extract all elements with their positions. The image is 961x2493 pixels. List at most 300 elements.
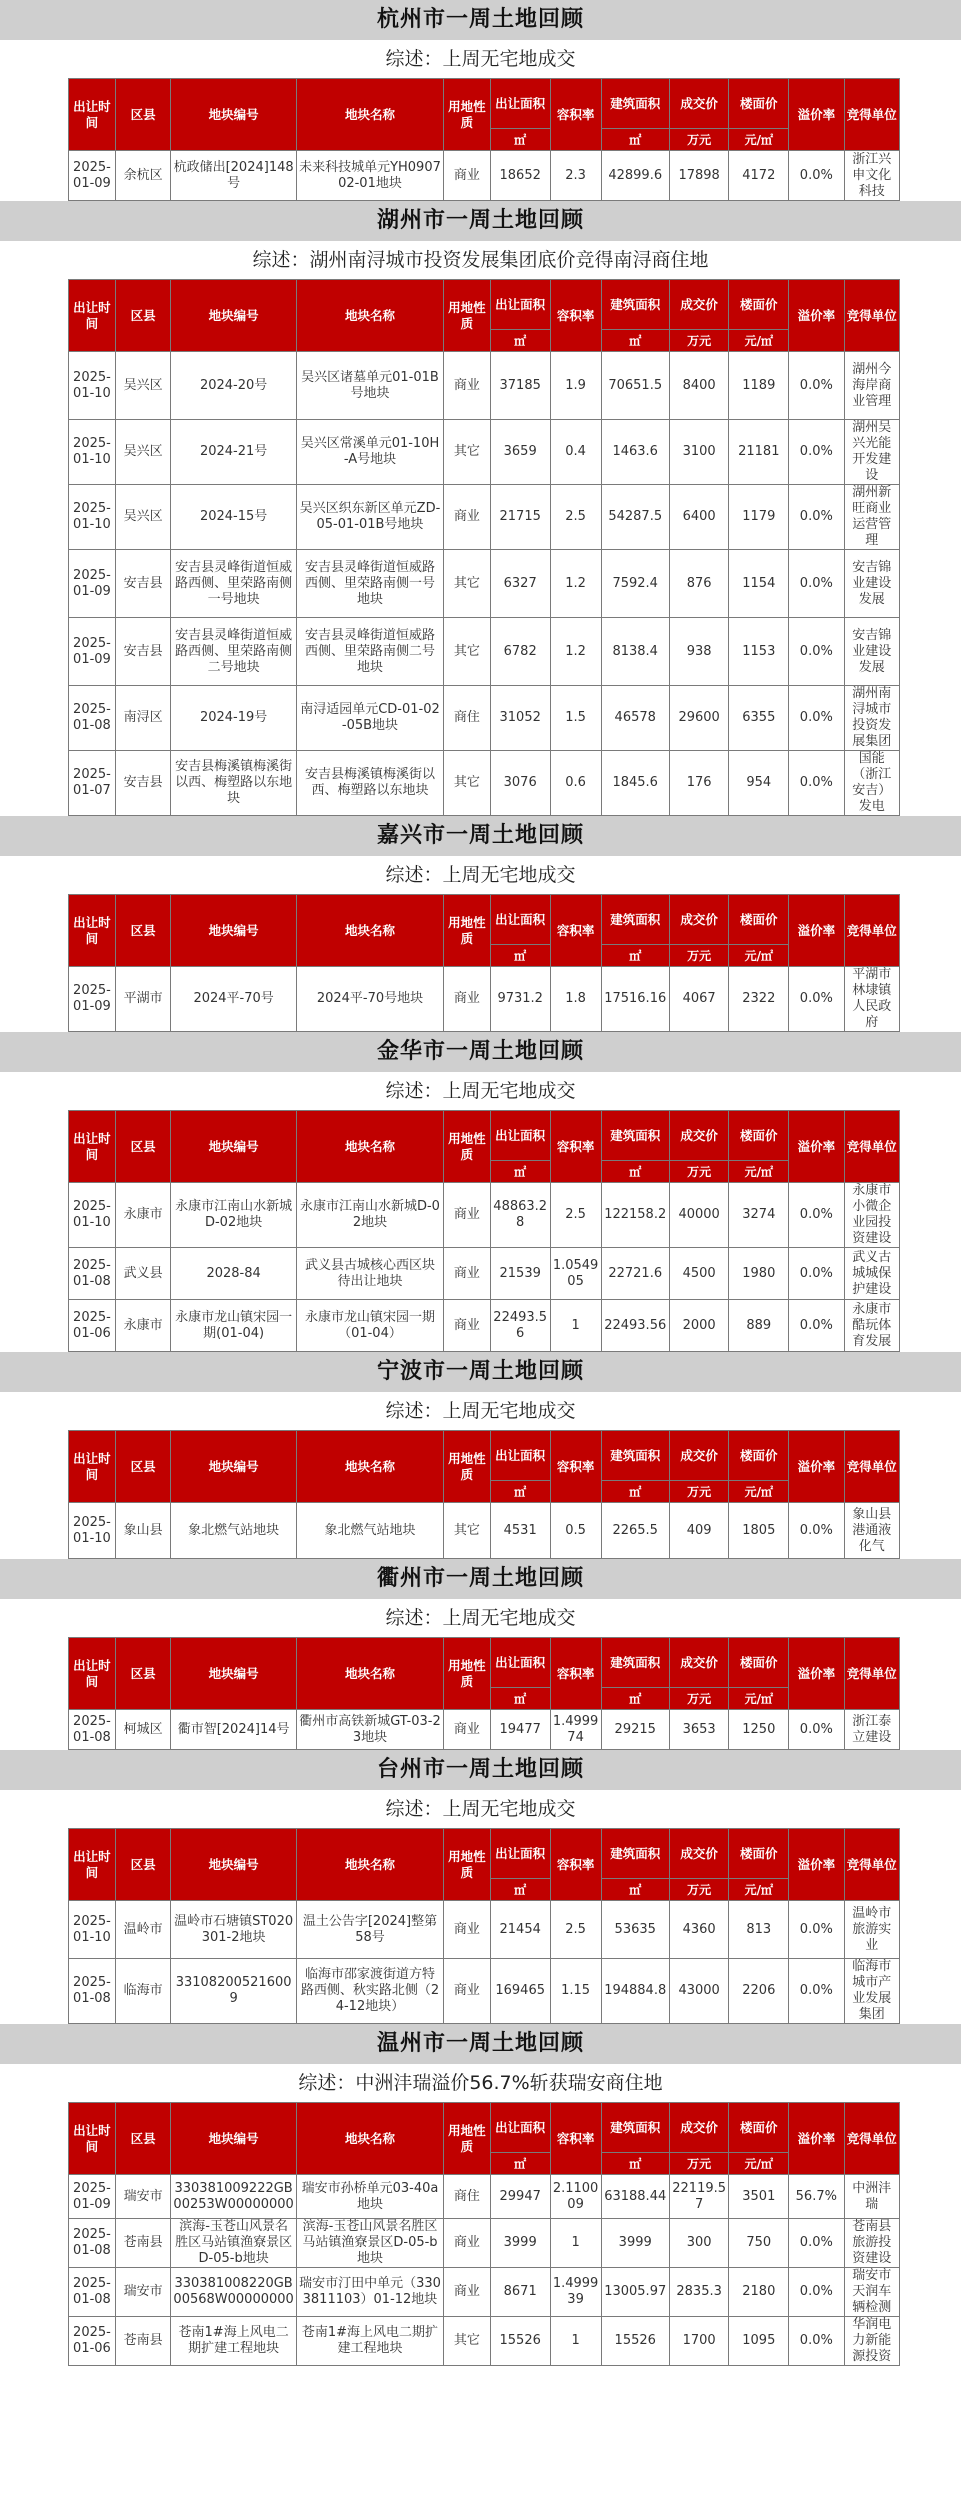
header-unit-build: ㎡ [601,1161,669,1183]
cell-use: 商业 [443,352,490,420]
header-unit-area: ㎡ [490,1161,550,1183]
cell-use: 其它 [443,2317,490,2366]
cell-price: 1700 [669,2317,729,2366]
header-area: 出让面积 [490,79,550,129]
cell-name: 安吉县梅溪镇梅溪街以西、梅塑路以东地块 [296,751,443,816]
cell-county: 安吉县 [115,751,170,816]
cell-name: 武义县古城核心西区块待出让地块 [296,1248,443,1300]
cell-area: 19477 [490,1710,550,1750]
cell-premium: 0.0% [789,2219,844,2268]
cell-code: 330381009222GB00253W00000000 [171,2175,297,2219]
header-county: 区县 [115,1431,170,1503]
cell-winner: 中洲沣瑞 [844,2175,899,2219]
cell-use: 商业 [443,2268,490,2317]
cell-winner: 永康市酷玩体育发展 [844,1300,899,1352]
cell-area: 21715 [490,485,550,550]
cell-premium: 0.0% [789,686,844,751]
cell-name: 滨海-玉苍山风景名胜区马站镇渔寮景区D-05-b地块 [296,2219,443,2268]
cell-name: 未来科技城单元YH090702-01地块 [296,151,443,201]
cell-floor: 1250 [729,1710,789,1750]
header-unit-price: 万元 [669,1688,729,1710]
cell-area: 21454 [490,1901,550,1959]
cell-price: 4067 [669,967,729,1032]
cell-price: 6400 [669,485,729,550]
header-floor: 楼面价 [729,895,789,945]
section-title: 台州市一周土地回顾 [0,1750,961,1790]
cell-build: 17516.16 [601,967,669,1032]
header-date: 出让时间 [69,1431,116,1503]
header-use: 用地性质 [443,1638,490,1710]
cell-area: 9731.2 [490,967,550,1032]
header-unit-floor: 元/㎡ [729,2153,789,2175]
cell-date: 2025-01-10 [69,1183,116,1248]
cell-premium: 0.0% [789,2268,844,2317]
header-unit-price: 万元 [669,1161,729,1183]
cell-winner: 象山县港通液化气 [844,1503,899,1559]
header-floor: 楼面价 [729,1829,789,1879]
cell-date: 2025-01-08 [69,1710,116,1750]
header-unit-area: ㎡ [490,2153,550,2175]
cell-build: 29215 [601,1710,669,1750]
table-row [69,1183,900,1248]
cell-winner: 湖州新旺商业运营管理 [844,485,899,550]
cell-use: 其它 [443,618,490,686]
header-far: 容积率 [550,79,601,151]
city-section [0,1559,961,1750]
header-code: 地块编号 [171,1638,297,1710]
cell-far: 2.3 [550,151,601,201]
cell-price: 43000 [669,1959,729,2024]
table-row [69,550,900,618]
cell-county: 苍南县 [115,2219,170,2268]
cell-price: 876 [669,550,729,618]
header-date: 出让时间 [69,280,116,352]
cell-use: 商业 [443,485,490,550]
section-summary: 综述：上周无宅地成交 [385,1080,576,1102]
cell-premium: 0.0% [789,1503,844,1559]
table-row [69,1901,900,1959]
header-unit-build: ㎡ [601,1688,669,1710]
cell-area: 4531 [490,1503,550,1559]
table-row [69,1959,900,2024]
cell-name: 安吉县灵峰街道恒威路西侧、里荣路南侧一号地块 [296,550,443,618]
cell-floor: 1805 [729,1503,789,1559]
cell-winner: 瑞安市天润车辆检测 [844,2268,899,2317]
header-area: 出让面积 [490,1829,550,1879]
land-deal-table [68,1637,900,1750]
header-premium: 溢价率 [789,1431,844,1503]
cell-code: 331082005216009 [171,1959,297,2024]
cell-area: 169465 [490,1959,550,2024]
cell-name: 温土公告字[2024]整第58号 [296,1901,443,1959]
cell-use: 商业 [443,967,490,1032]
header-name: 地块名称 [296,1829,443,1901]
cell-county: 安吉县 [115,550,170,618]
header-area: 出让面积 [490,1638,550,1688]
header-unit-build: ㎡ [601,945,669,967]
section-summary: 综述：上周无宅地成交 [385,864,576,886]
cell-use: 商业 [443,1901,490,1959]
cell-use: 商业 [443,1959,490,2024]
header-unit-floor: 元/㎡ [729,1688,789,1710]
cell-premium: 0.0% [789,151,844,201]
section-title: 金华市一周土地回顾 [0,1032,961,1072]
header-far: 容积率 [550,895,601,967]
cell-premium: 0.0% [789,1248,844,1300]
table-row [69,2268,900,2317]
header-county: 区县 [115,2103,170,2175]
cell-code: 滨海-玉苍山风景名胜区马站镇渔寮景区D-05-b地块 [171,2219,297,2268]
cell-code: 象北燃气站地块 [171,1503,297,1559]
header-price: 成交价 [669,1431,729,1481]
cell-price: 409 [669,1503,729,1559]
table-row [69,618,900,686]
cell-far: 1.054905 [550,1248,601,1300]
cell-area: 18652 [490,151,550,201]
header-code: 地块编号 [171,280,297,352]
cell-area: 48863.28 [490,1183,550,1248]
header-winner: 竞得单位 [844,1638,899,1710]
header-premium: 溢价率 [789,280,844,352]
cell-floor: 1095 [729,2317,789,2366]
cell-area: 6782 [490,618,550,686]
land-deal-table [68,1110,900,1352]
table-row [69,151,900,201]
section-summary: 综述：上周无宅地成交 [385,1798,576,1820]
cell-build: 22721.6 [601,1248,669,1300]
cell-far: 1 [550,2317,601,2366]
header-premium: 溢价率 [789,1829,844,1901]
cell-winner: 湖州今海岸商业管理 [844,352,899,420]
cell-use: 商业 [443,151,490,201]
cell-code: 安吉县灵峰街道恒威路西侧、里荣路南侧二号地块 [171,618,297,686]
cell-county: 瑞安市 [115,2175,170,2219]
cell-price: 40000 [669,1183,729,1248]
header-county: 区县 [115,280,170,352]
cell-name: 临海市邵家渡街道方特路西侧、秋实路北侧（24-12地块） [296,1959,443,2024]
cell-build: 1463.6 [601,420,669,485]
city-section [0,1750,961,2024]
cell-name: 象北燃气站地块 [296,1503,443,1559]
header-use: 用地性质 [443,895,490,967]
header-unit-area: ㎡ [490,129,550,151]
cell-floor: 1153 [729,618,789,686]
header-unit-build: ㎡ [601,2153,669,2175]
header-unit-price: 万元 [669,129,729,151]
cell-winner: 温岭市旅游实业 [844,1901,899,1959]
header-unit-price: 万元 [669,2153,729,2175]
header-use: 用地性质 [443,79,490,151]
cell-floor: 2180 [729,2268,789,2317]
cell-build: 2265.5 [601,1503,669,1559]
header-unit-floor: 元/㎡ [729,1879,789,1901]
cell-premium: 0.0% [789,550,844,618]
header-code: 地块编号 [171,1111,297,1183]
header-premium: 溢价率 [789,79,844,151]
header-floor: 楼面价 [729,1638,789,1688]
header-floor: 楼面价 [729,79,789,129]
header-code: 地块编号 [171,2103,297,2175]
cell-code: 杭政储出[2024]148号 [171,151,297,201]
header-floor: 楼面价 [729,1111,789,1161]
cell-use: 其它 [443,420,490,485]
header-name: 地块名称 [296,1431,443,1503]
cell-date: 2025-01-06 [69,2317,116,2366]
cell-premium: 56.7% [789,2175,844,2219]
header-winner: 竞得单位 [844,1111,899,1183]
cell-use: 商住 [443,2175,490,2219]
cell-build: 53635 [601,1901,669,1959]
cell-area: 6327 [490,550,550,618]
land-deal-table [68,279,900,816]
header-unit-floor: 元/㎡ [729,1161,789,1183]
header-price: 成交价 [669,895,729,945]
cell-floor: 1179 [729,485,789,550]
header-unit-floor: 元/㎡ [729,129,789,151]
cell-build: 46578 [601,686,669,751]
header-unit-floor: 元/㎡ [729,330,789,352]
cell-build: 8138.4 [601,618,669,686]
cell-code: 2028-84 [171,1248,297,1300]
cell-price: 2835.3 [669,2268,729,2317]
cell-floor: 3501 [729,2175,789,2219]
table-row [69,1503,900,1559]
cell-premium: 0.0% [789,352,844,420]
cell-price: 938 [669,618,729,686]
cell-county: 南浔区 [115,686,170,751]
cell-price: 300 [669,2219,729,2268]
cell-county: 永康市 [115,1183,170,1248]
table-row [69,967,900,1032]
cell-area: 8671 [490,2268,550,2317]
header-county: 区县 [115,79,170,151]
cell-date: 2025-01-09 [69,2175,116,2219]
section-title: 衢州市一周土地回顾 [0,1559,961,1599]
cell-area: 21539 [490,1248,550,1300]
cell-use: 商业 [443,2219,490,2268]
cell-county: 余杭区 [115,151,170,201]
cell-far: 0.6 [550,751,601,816]
cell-code: 衢市智[2024]14号 [171,1710,297,1750]
cell-county: 临海市 [115,1959,170,2024]
cell-floor: 3274 [729,1183,789,1248]
cell-winner: 湖州南浔城市投资发展集团 [844,686,899,751]
cell-name: 永康市江南山水新城D-02地块 [296,1183,443,1248]
cell-floor: 954 [729,751,789,816]
cell-price: 29600 [669,686,729,751]
cell-far: 1.5 [550,686,601,751]
cell-price: 4360 [669,1901,729,1959]
cell-area: 37185 [490,352,550,420]
cell-far: 1 [550,2219,601,2268]
cell-build: 54287.5 [601,485,669,550]
cell-premium: 0.0% [789,485,844,550]
cell-winner: 永康市小微企业园投资建设 [844,1183,899,1248]
cell-date: 2025-01-08 [69,686,116,751]
cell-far: 1.15 [550,1959,601,2024]
header-far: 容积率 [550,1111,601,1183]
city-section [0,1032,961,1352]
cell-floor: 6355 [729,686,789,751]
section-title: 宁波市一周土地回顾 [0,1352,961,1392]
header-unit-area: ㎡ [490,330,550,352]
cell-far: 2.5 [550,485,601,550]
table-row [69,352,900,420]
cell-build: 70651.5 [601,352,669,420]
city-section [0,201,961,816]
land-deal-table [68,2102,900,2366]
cell-build: 22493.56 [601,1300,669,1352]
section-summary: 综述：上周无宅地成交 [385,1607,576,1629]
cell-code: 安吉县灵峰街道恒威路西侧、里荣路南侧一号地块 [171,550,297,618]
cell-county: 武义县 [115,1248,170,1300]
cell-premium: 0.0% [789,618,844,686]
cell-far: 0.5 [550,1503,601,1559]
header-unit-price: 万元 [669,1481,729,1503]
section-summary: 综述：上周无宅地成交 [385,48,576,70]
header-use: 用地性质 [443,1431,490,1503]
header-winner: 竞得单位 [844,1829,899,1901]
cell-date: 2025-01-10 [69,1503,116,1559]
cell-name: 瑞安市汀田中单元（3303811103）01-12地块 [296,2268,443,2317]
cell-far: 2.5 [550,1901,601,1959]
header-build: 建筑面积 [601,895,669,945]
header-unit-build: ㎡ [601,330,669,352]
cell-code: 2024-21号 [171,420,297,485]
cell-code: 永康市江南山水新城D-02地块 [171,1183,297,1248]
table-row [69,751,900,816]
header-build: 建筑面积 [601,1111,669,1161]
cell-far: 1.499974 [550,1710,601,1750]
cell-winner: 安吉锦业建设发展 [844,618,899,686]
header-build: 建筑面积 [601,1638,669,1688]
cell-build: 7592.4 [601,550,669,618]
cell-price: 4500 [669,1248,729,1300]
cell-date: 2025-01-08 [69,2268,116,2317]
cell-date: 2025-01-10 [69,352,116,420]
cell-build: 1845.6 [601,751,669,816]
cell-use: 商业 [443,1710,490,1750]
cell-date: 2025-01-08 [69,1959,116,2024]
cell-build: 3999 [601,2219,669,2268]
cell-far: 1 [550,1300,601,1352]
header-price: 成交价 [669,1111,729,1161]
cell-premium: 0.0% [789,2317,844,2366]
header-far: 容积率 [550,1829,601,1901]
header-price: 成交价 [669,79,729,129]
cell-floor: 1189 [729,352,789,420]
cell-build: 194884.8 [601,1959,669,2024]
cell-price: 176 [669,751,729,816]
header-unit-price: 万元 [669,1879,729,1901]
cell-use: 其它 [443,1503,490,1559]
header-area: 出让面积 [490,2103,550,2153]
table-row [69,686,900,751]
table-row [69,420,900,485]
cell-winner: 苍南县旅游投资建设 [844,2219,899,2268]
cell-area: 22493.56 [490,1300,550,1352]
land-deal-table [68,78,900,201]
cell-date: 2025-01-10 [69,1901,116,1959]
header-unit-build: ㎡ [601,1879,669,1901]
land-deal-table [68,1828,900,2024]
cell-premium: 0.0% [789,1183,844,1248]
cell-use: 其它 [443,751,490,816]
table-row [69,2175,900,2219]
cell-winner: 湖州吴兴光能开发建设 [844,420,899,485]
section-title: 嘉兴市一周土地回顾 [0,816,961,856]
header-county: 区县 [115,1638,170,1710]
land-deal-table [68,1430,900,1559]
header-price: 成交价 [669,280,729,330]
cell-build: 42899.6 [601,151,669,201]
cell-county: 象山县 [115,1503,170,1559]
cell-build: 122158.2 [601,1183,669,1248]
table-row [69,1300,900,1352]
header-far: 容积率 [550,280,601,352]
header-unit-area: ㎡ [490,1481,550,1503]
header-price: 成交价 [669,2103,729,2153]
header-area: 出让面积 [490,1431,550,1481]
cell-code: 2024平-70号 [171,967,297,1032]
cell-code: 苍南1#海上风电二期扩建工程地块 [171,2317,297,2366]
cell-area: 3076 [490,751,550,816]
cell-date: 2025-01-10 [69,485,116,550]
cell-code: 2024-19号 [171,686,297,751]
header-far: 容积率 [550,1638,601,1710]
cell-area: 15526 [490,2317,550,2366]
cell-floor: 4172 [729,151,789,201]
header-code: 地块编号 [171,895,297,967]
cell-use: 商业 [443,1300,490,1352]
city-section [0,0,961,201]
city-section [0,1352,961,1559]
cell-area: 3999 [490,2219,550,2268]
cell-far: 1.2 [550,618,601,686]
cell-name: 吴兴区织东新区单元ZD-05-01-01B号地块 [296,485,443,550]
header-name: 地块名称 [296,2103,443,2175]
section-summary: 综述：湖州南浔城市投资发展集团底价竞得南浔商住地 [252,249,709,271]
cell-date: 2025-01-09 [69,618,116,686]
header-build: 建筑面积 [601,280,669,330]
header-use: 用地性质 [443,280,490,352]
cell-price: 3100 [669,420,729,485]
header-unit-build: ㎡ [601,129,669,151]
cell-county: 吴兴区 [115,485,170,550]
header-winner: 竞得单位 [844,280,899,352]
header-premium: 溢价率 [789,2103,844,2175]
header-unit-price: 万元 [669,330,729,352]
cell-name: 南浔适园单元CD-01-02-05B地块 [296,686,443,751]
cell-use: 商业 [443,1183,490,1248]
cell-floor: 1980 [729,1248,789,1300]
table-row [69,485,900,550]
cell-date: 2025-01-10 [69,420,116,485]
header-unit-floor: 元/㎡ [729,1481,789,1503]
header-floor: 楼面价 [729,1431,789,1481]
cell-far: 1.9 [550,352,601,420]
header-county: 区县 [115,895,170,967]
cell-county: 瑞安市 [115,2268,170,2317]
section-title: 杭州市一周土地回顾 [0,0,961,40]
cell-winner: 国能（浙江安吉）发电 [844,751,899,816]
cell-name: 安吉县灵峰街道恒威路西侧、里荣路南侧二号地块 [296,618,443,686]
cell-price: 17898 [669,151,729,201]
header-name: 地块名称 [296,1638,443,1710]
cell-use: 其它 [443,550,490,618]
cell-use: 商业 [443,1248,490,1300]
cell-floor: 1154 [729,550,789,618]
